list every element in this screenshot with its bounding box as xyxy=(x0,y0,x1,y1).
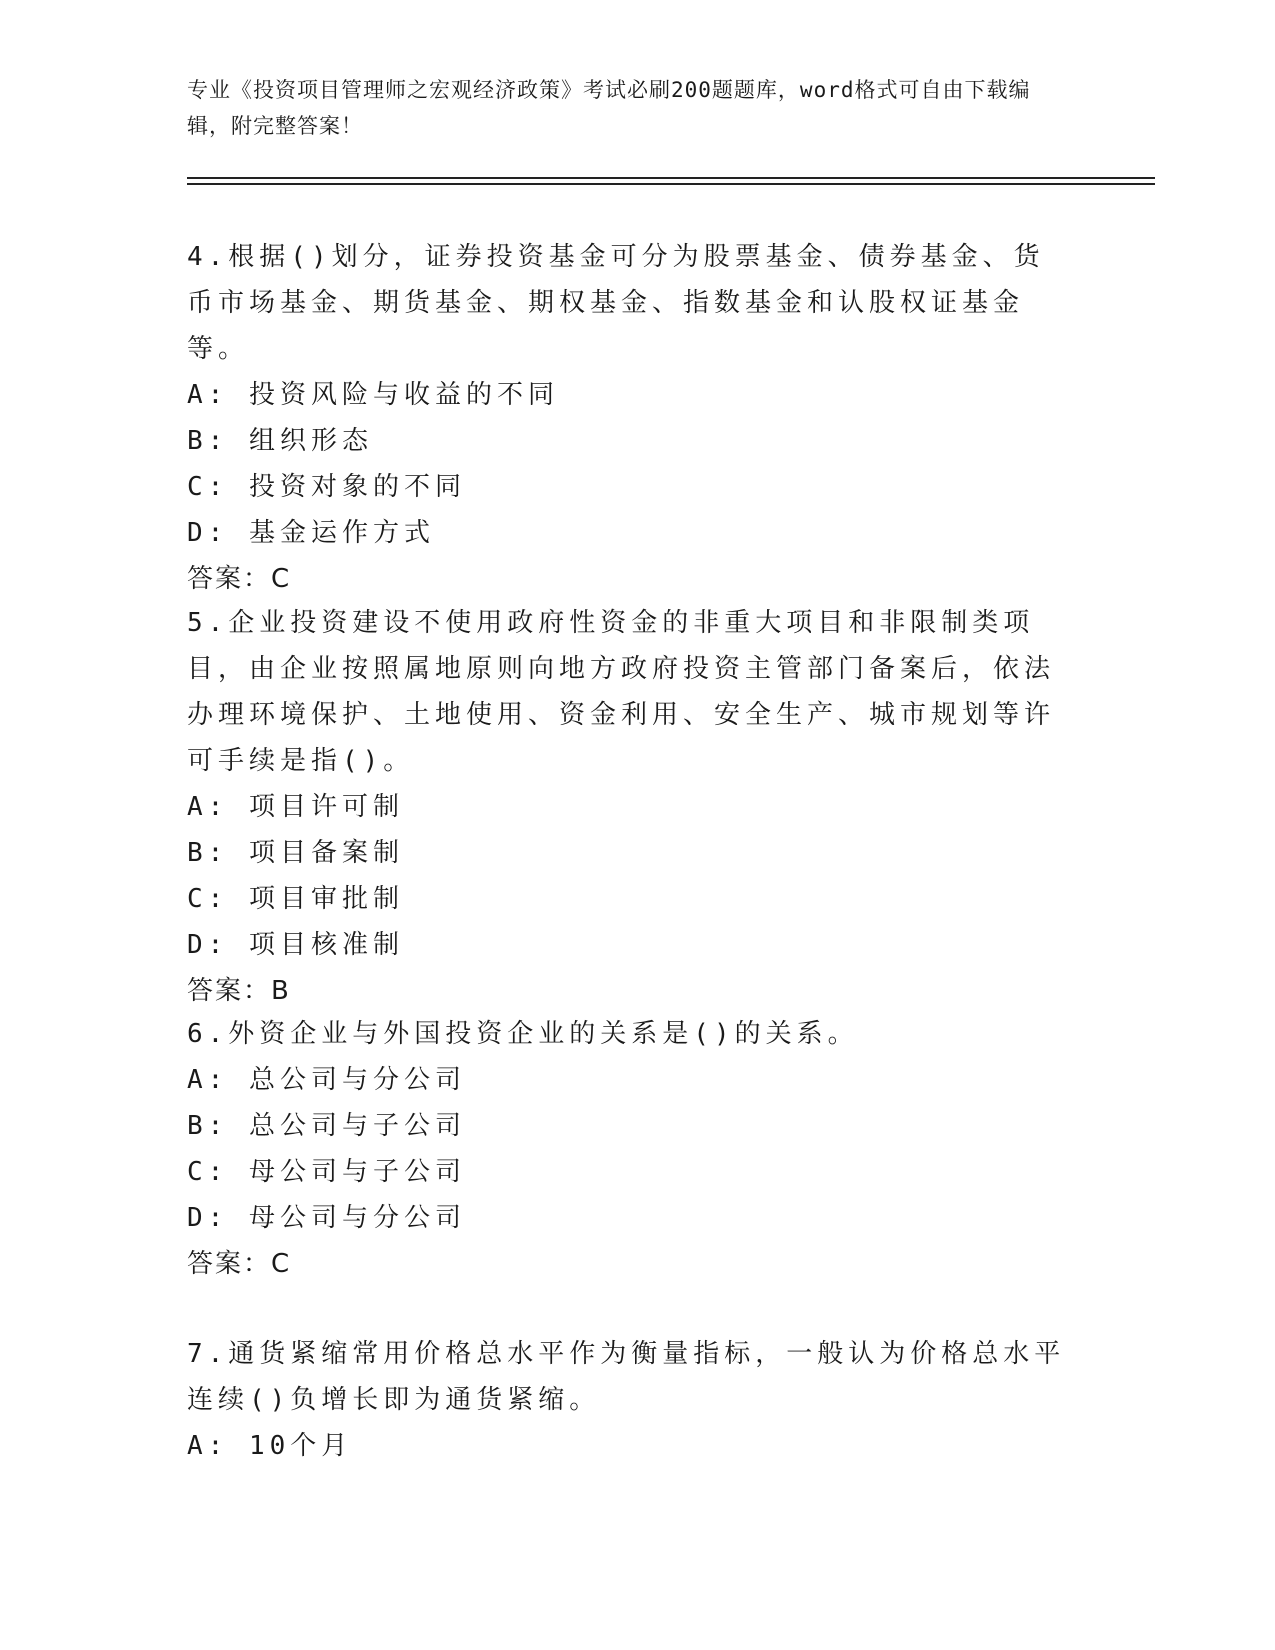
option-d: D: 项目核准制 xyxy=(187,930,404,960)
question-5 xyxy=(187,600,1067,1014)
question-stem: 5.企业投资建设不使用政府性资金的非重大项目和非限制类项目，由企业按照属地原则向地方政府投资主管部门备案后，依法办理环境保护、土地使用、资金利用、安全生产、城市规划等许可手续是指()。 xyxy=(187,608,1056,776)
option-c: C: 投资对象的不同 xyxy=(187,472,466,502)
question-7 xyxy=(187,1331,1067,1469)
option-d: D: 基金运作方式 xyxy=(187,518,435,548)
answer: 答案：B xyxy=(187,976,291,1006)
header-divider-top xyxy=(187,177,1155,179)
option-a: A: 投资风险与收益的不同 xyxy=(187,380,559,410)
answer: 答案：C xyxy=(187,564,292,594)
document-header: 专业《投资项目管理师之宏观经济政策》考试必刷200题题库，word格式可自由下载编辑，附完整答案！ xyxy=(187,78,1031,138)
option-a: A: 总公司与分公司 xyxy=(187,1065,466,1095)
option-d: D: 母公司与分公司 xyxy=(187,1203,466,1233)
question-stem: 4.根据()划分，证券投资基金可分为股票基金、债券基金、货币市场基金、期货基金、期权基金、指数基金和认股权证基金等。 xyxy=(187,242,1045,364)
question-4 xyxy=(187,234,1067,602)
option-c: C: 母公司与子公司 xyxy=(187,1157,466,1187)
option-a: A: 10个月 xyxy=(187,1431,353,1461)
question-6 xyxy=(187,1011,1067,1287)
option-b: B: 总公司与子公司 xyxy=(187,1111,466,1141)
option-b: B: 项目备案制 xyxy=(187,838,404,868)
option-b: B: 组织形态 xyxy=(187,426,373,456)
header-divider-bottom xyxy=(187,183,1155,185)
question-stem: 6.外资企业与外国投资企业的关系是()的关系。 xyxy=(187,1019,859,1049)
option-a: A: 项目许可制 xyxy=(187,792,404,822)
option-c: C: 项目审批制 xyxy=(187,884,404,914)
question-stem: 7.通货紧缩常用价格总水平作为衡量指标，一般认为价格总水平连续()负增长即为通货紧缩。 xyxy=(187,1339,1066,1415)
answer: 答案：C xyxy=(187,1249,292,1279)
